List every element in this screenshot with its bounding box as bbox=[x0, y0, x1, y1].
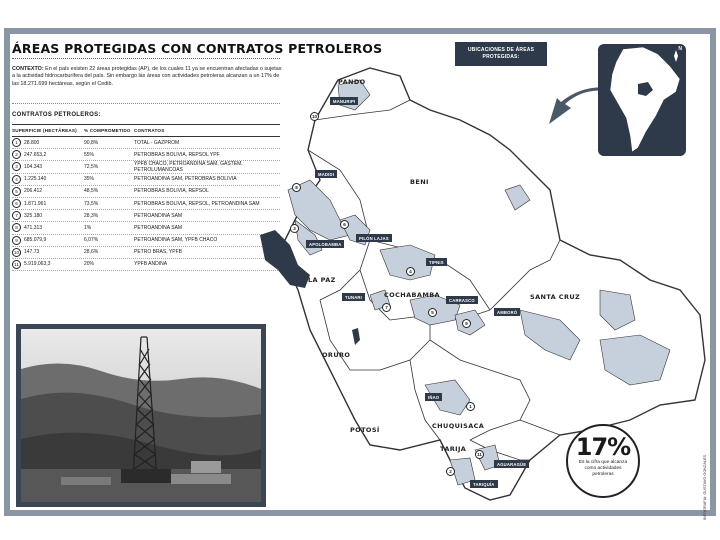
cell-percent: 35% bbox=[84, 176, 95, 183]
tag-carrasco: CARRASCO bbox=[446, 296, 478, 304]
map-num-10: 10 bbox=[311, 114, 317, 119]
tag-apolobamba: APOLOBAMBA bbox=[306, 240, 344, 248]
area-value: 28.800 bbox=[24, 139, 40, 146]
tag-pilon-lajas: PILÓN LAJAS bbox=[356, 234, 392, 242]
cell-contract: YPFB ANDINA bbox=[134, 261, 168, 268]
tag-aguarague: AGUARAGÜE bbox=[494, 460, 529, 468]
dept-santa-cruz: SANTA CRUZ bbox=[530, 293, 581, 301]
tag-tunari: TUNARI bbox=[342, 293, 365, 301]
map-num-3: 3 bbox=[290, 224, 299, 233]
contracts-title: CONTRATOS PETROLEROS: bbox=[12, 112, 101, 118]
cell-percent: 6,07% bbox=[84, 237, 99, 244]
map-num-7: 7 bbox=[382, 303, 391, 312]
dept-beni: BENI bbox=[410, 178, 429, 186]
cell-percent: 90,8% bbox=[84, 139, 99, 146]
tag-inao: IÑAO bbox=[425, 393, 442, 401]
cell-area bbox=[12, 175, 84, 184]
map-num-2: 2 bbox=[446, 467, 455, 476]
area-value: 1.871.961 bbox=[24, 200, 47, 207]
cell-contract: PETROBRAS BOLIVIA, REPSOL YPF bbox=[134, 151, 220, 158]
cell-area bbox=[12, 236, 84, 245]
table-row bbox=[12, 174, 280, 186]
context-label: CONTEXTO: bbox=[12, 66, 44, 72]
cell-area bbox=[12, 211, 84, 220]
row-number: 5 bbox=[12, 187, 21, 196]
cell-contract: PETROANDINA SAM, PETROBRAS BOLIVIA bbox=[134, 176, 237, 183]
south-america-shape bbox=[610, 47, 680, 152]
stat-text: Es la cifra que alcanza como actividades petroleras bbox=[578, 460, 628, 477]
context-paragraph bbox=[12, 66, 282, 88]
area-value: 147.73 bbox=[24, 249, 40, 256]
cell-percent: 72,5% bbox=[84, 163, 99, 170]
title-divider bbox=[12, 58, 280, 59]
cell-area bbox=[12, 199, 84, 208]
dept-tarija: TARIJA bbox=[440, 445, 467, 453]
map-num-8: 8 bbox=[292, 183, 301, 192]
cell-percent: 28,3% bbox=[84, 212, 99, 219]
dept-cochabamba: COCHABAMBA bbox=[384, 291, 440, 299]
map-num-9: 9 bbox=[462, 319, 471, 328]
cell-area bbox=[12, 138, 84, 147]
row-number: 4 bbox=[12, 175, 21, 184]
header-contracts: CONTRATOS bbox=[134, 128, 165, 133]
row-number: 2 bbox=[12, 150, 21, 159]
row-number: 7 bbox=[12, 211, 21, 220]
tag-madidi: MADIDI bbox=[315, 170, 337, 178]
locations-box: UBICACIONES DE ÁREAS PROTEGIDAS: bbox=[455, 42, 547, 66]
cell-percent: 1% bbox=[84, 224, 92, 231]
context-divider bbox=[12, 103, 280, 104]
table-row bbox=[12, 222, 280, 234]
cell-percent: 73,5% bbox=[84, 200, 99, 207]
dept-chuquisaca: CHUQUISACA bbox=[432, 422, 485, 430]
stat-value: 17% bbox=[575, 433, 631, 461]
tag-manuripi: MANURIPI bbox=[330, 97, 358, 105]
map-num-1: 1 bbox=[466, 402, 475, 411]
cell-contract: PETROANDINA SAM bbox=[134, 212, 183, 219]
area-value: 685.079,9 bbox=[24, 237, 47, 244]
table-row bbox=[12, 247, 280, 259]
stat-circle bbox=[566, 424, 640, 498]
table-row bbox=[12, 149, 280, 161]
dept-la-paz: LA PAZ bbox=[308, 276, 336, 284]
table-row bbox=[12, 210, 280, 222]
table-row bbox=[12, 259, 280, 271]
table-row bbox=[12, 198, 280, 210]
row-number: 9 bbox=[12, 236, 21, 245]
cell-percent: 28,6% bbox=[84, 249, 99, 256]
north-label: N bbox=[678, 46, 682, 52]
row-number: 8 bbox=[12, 223, 21, 232]
tag-tipnis: TIPNIS bbox=[426, 258, 447, 266]
row-number: 11 bbox=[12, 260, 21, 269]
row-number: 6 bbox=[12, 199, 21, 208]
area-value: 104.343 bbox=[24, 163, 43, 170]
cell-percent: 55% bbox=[84, 151, 95, 158]
cell-contract: PETROANDINA SAM bbox=[134, 224, 183, 231]
cell-area bbox=[12, 150, 84, 159]
area-value: 325.180 bbox=[24, 212, 43, 219]
cell-contract: PETROBRAS BOLIVIA, REPSOL bbox=[134, 188, 209, 195]
south-america-inset bbox=[598, 44, 686, 156]
dept-pando: PANDO bbox=[338, 78, 366, 86]
cell-area bbox=[12, 248, 84, 257]
cell-contract: PETRO BRAS, YPFB bbox=[134, 249, 182, 256]
header-percent: % COMPROMETIDO bbox=[84, 128, 131, 133]
cell-area bbox=[12, 187, 84, 196]
dept-oruro: ORURO bbox=[322, 351, 351, 359]
dept-potosi: POTOSÍ bbox=[350, 426, 380, 434]
header-area: SUPERFICIE (HECTÁREAS) bbox=[12, 128, 77, 133]
table-row bbox=[12, 137, 280, 149]
table-row bbox=[12, 161, 280, 173]
drilling-rig-photo bbox=[16, 324, 266, 507]
table-row bbox=[12, 186, 280, 198]
map-num-4: 4 bbox=[406, 267, 415, 276]
row-number: 1 bbox=[12, 138, 21, 147]
cell-percent: 48,5% bbox=[84, 188, 99, 195]
table-row bbox=[12, 235, 280, 247]
table-header bbox=[12, 124, 280, 137]
cell-contract: PETROANDINA SAM, YPFB CHACO bbox=[134, 237, 218, 244]
row-number: 10 bbox=[13, 249, 20, 255]
area-value: 471.313 bbox=[24, 224, 43, 231]
row-number: 3 bbox=[12, 162, 21, 171]
cell-contract: TOTAL - GAZPROM bbox=[134, 139, 180, 146]
credit: INFOGRAFÍA: GUSTAVO GONZALES bbox=[703, 454, 707, 520]
cell-area bbox=[12, 223, 84, 232]
tag-tariquia: TARIQUÍA bbox=[470, 480, 498, 488]
area-value: 206.412 bbox=[24, 188, 43, 195]
cell-area bbox=[12, 260, 84, 269]
area-value: 1.225.140 bbox=[24, 176, 47, 183]
context-text: En el país existen 22 áreas protegidas (AP), de los cuales 11 ya se encuentran afectadas o sujetas a la actividad hidrocarburífera del país. Sin embargo las áreas con actividades petroleras alcanzan a un 17% de las 18.271.699 hectáreas, según el Cedib. bbox=[12, 66, 282, 87]
cell-area bbox=[12, 162, 84, 171]
cell-percent: 20% bbox=[84, 261, 95, 268]
map-num-6: 6 bbox=[340, 220, 349, 229]
map-num-11: 11 bbox=[475, 450, 484, 459]
cell-contract: PETROBRAS BOLIVIA, REPSOL, PETROANDINA SAM bbox=[134, 200, 260, 207]
area-value: 5.919.063,3 bbox=[24, 261, 51, 268]
page-title: ÁREAS PROTEGIDAS CON CONTRATOS PETROLEROS bbox=[12, 41, 383, 56]
cell-contract: YPFB CHACO, PETROANDINA SAM, GASTEM, PETROLUMANCOAS bbox=[134, 160, 243, 173]
map-num-5: 5 bbox=[428, 308, 437, 317]
area-value: 247.653,2 bbox=[24, 151, 47, 158]
tag-amboro: AMBORÓ bbox=[494, 308, 520, 316]
contracts-table bbox=[12, 124, 280, 271]
